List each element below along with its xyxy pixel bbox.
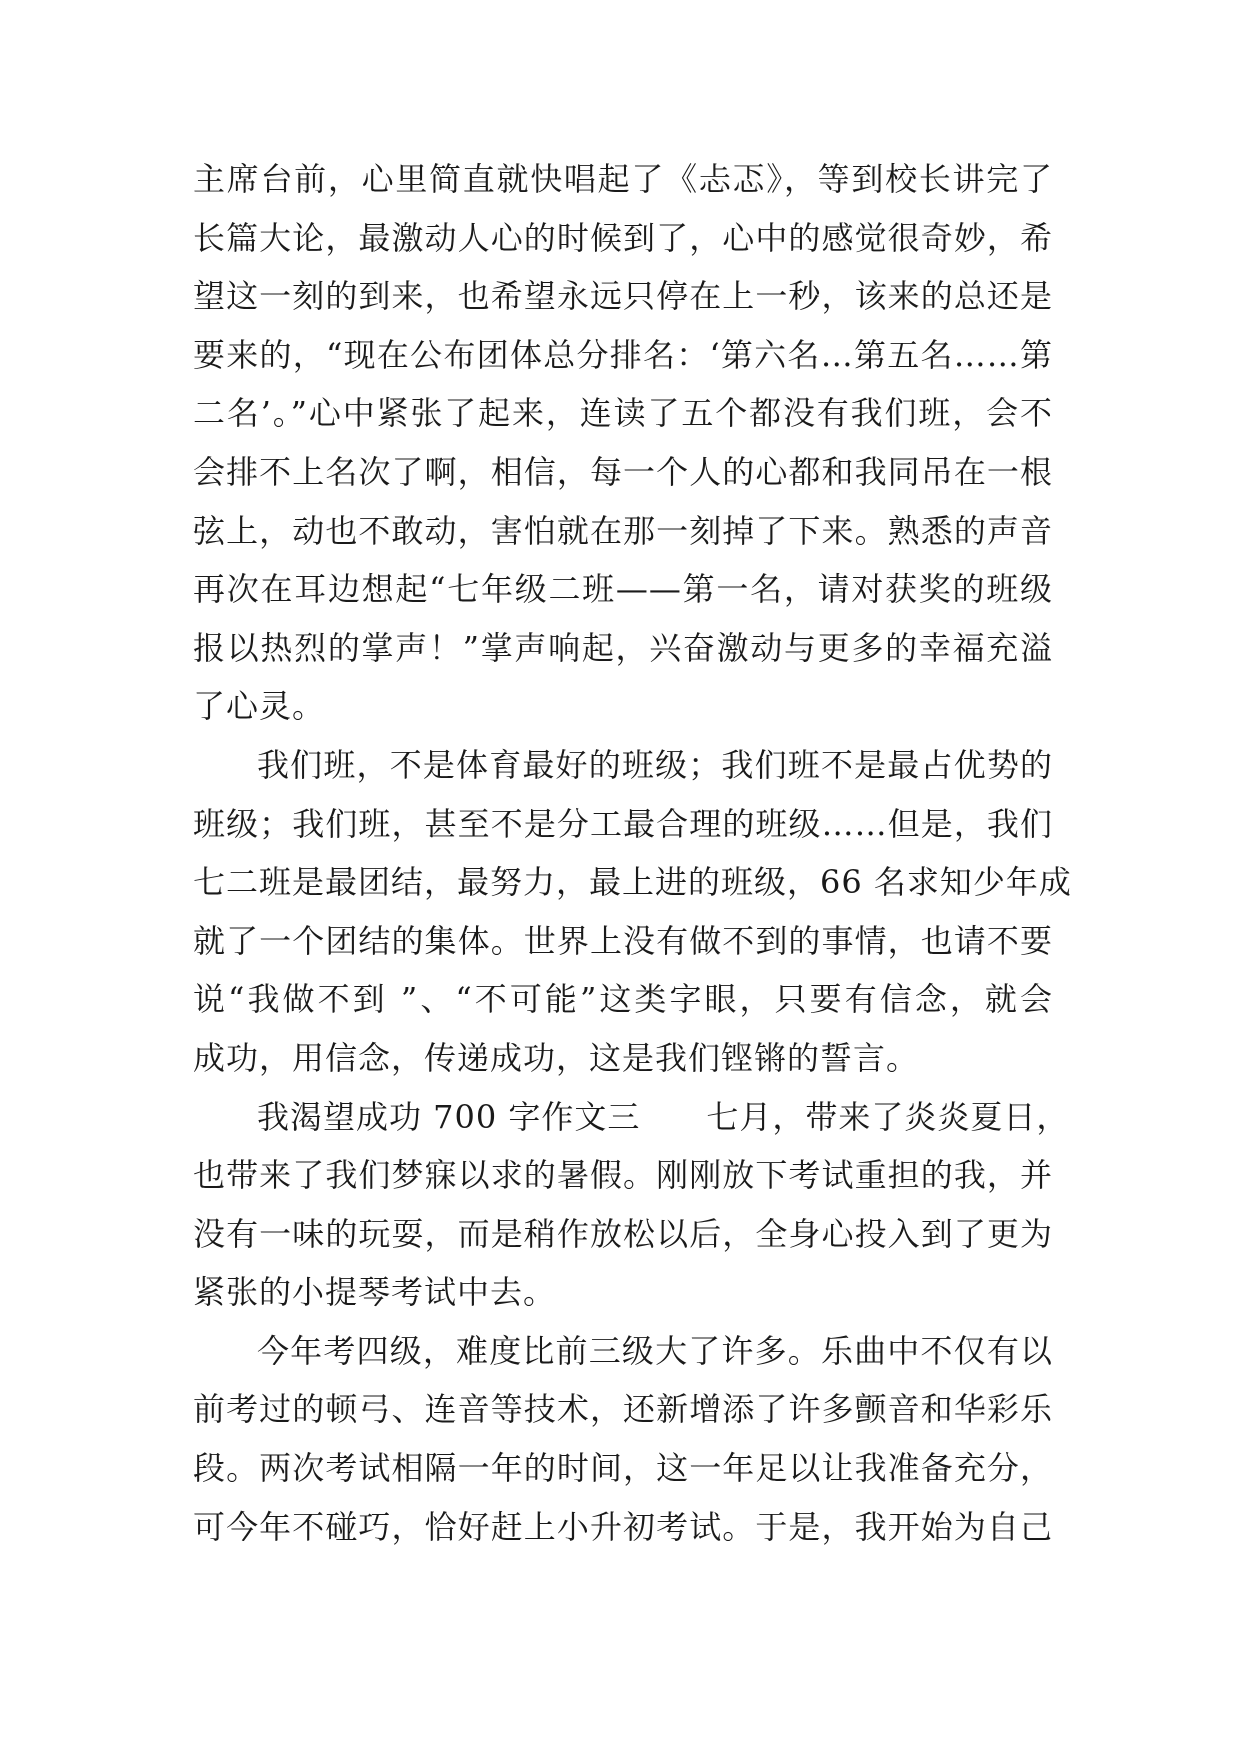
text-line: 我渴望成功 700 字作文三 七月，带来了炎炎夏日， (257, 1097, 1070, 1136)
text-line: 要来的，“现在公布团体总分排名：‘第六名…第五名……第 (193, 335, 1053, 374)
text-line: 紧张的小提琴考试中去。 (193, 1273, 557, 1312)
text-line: 了心灵。 (193, 687, 326, 726)
text-line: 会排不上名次了啊，相信，每一个人的心都和我同吊在一根 (193, 452, 1053, 491)
text-line: 没有一味的玩耍，而是稍作放松以后，全身心投入到了更为 (193, 1214, 1053, 1253)
text-line: 也带来了我们梦寐以求的暑假。刚刚放下考试重担的我，并 (193, 1156, 1053, 1195)
text-line: 今年考四级，难度比前三级大了许多。乐曲中不仅有以 (257, 1331, 1053, 1370)
text-line: 长篇大论，最激动人心的时候到了，心中的感觉很奇妙，希 (193, 218, 1053, 257)
text-line: 再次在耳边想起“七年级二班——第一名，请对获奖的班级 (193, 570, 1053, 609)
text-line: 段。两次考试相隔一年的时间，这一年足以让我准备充分， (193, 1449, 1053, 1488)
text-line: 成功，用信念，传递成功，这是我们铿锵的誓言。 (193, 1038, 920, 1077)
text-line: 七二班是最团结，最努力，最上进的班级，66 名求知少年成 (193, 863, 1072, 902)
text-line: 我们班，不是体育最好的班级；我们班不是最占优势的 (257, 745, 1053, 784)
text-line: 望这一刻的到来，也希望永远只停在上一秒，该来的总还是 (193, 277, 1053, 316)
text-line: 说“我做不到 ”、“不可能”这类字眼，只要有信念，就会 (193, 980, 1053, 1019)
text-line: 报以热烈的掌声！”掌声响起，兴奋激动与更多的幸福充溢 (193, 628, 1053, 667)
text-line: 班级；我们班，甚至不是分工最合理的班级……但是，我们 (193, 804, 1053, 843)
text-line: 可今年不碰巧，恰好赶上小升初考试。于是，我开始为自己 (193, 1507, 1053, 1546)
essay-text-block (193, 150, 1072, 1556)
text-line: 二名’。”心中紧张了起来，连读了五个都没有我们班，会不 (193, 394, 1053, 433)
text-line: 就了一个团结的集体。世界上没有做不到的事情，也请不要 (193, 921, 1053, 960)
text-line: 前考过的顿弓、连音等技术，还新增添了许多颤音和华彩乐 (193, 1390, 1053, 1429)
text-line: 主席台前，心里简直就快唱起了《忐忑》，等到校长讲完了 (193, 160, 1053, 198)
text-line: 弦上，动也不敢动，害怕就在那一刻掉了下来。熟悉的声音 (193, 511, 1053, 550)
